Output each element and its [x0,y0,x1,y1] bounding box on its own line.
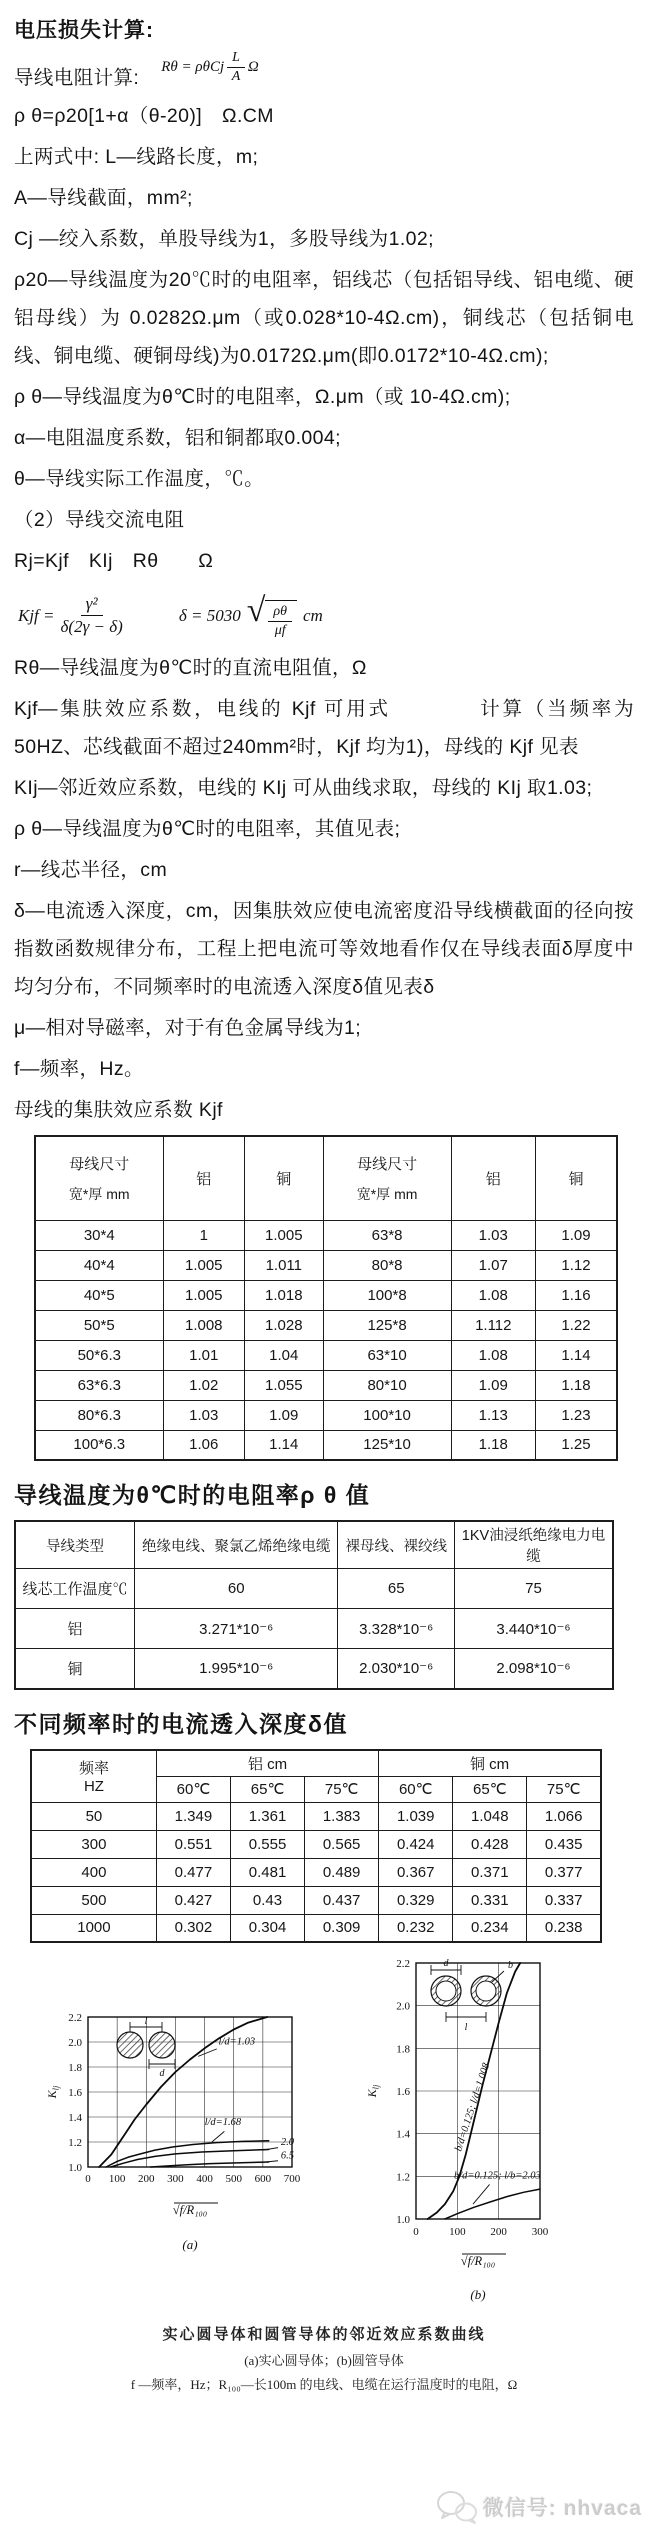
table-header-row: 母线尺寸 宽*厚 mm 铝 铜 母线尺寸 宽*厚 mm 铝 铜 [35,1136,617,1220]
svg-text:Klj: $K_{lj}$ [45,2085,61,2099]
table-row: 300 0.551 0.555 0.565 0.424 0.428 0.435 [31,1830,601,1858]
table-row: 400 0.477 0.481 0.489 0.367 0.371 0.377 [31,1858,601,1886]
y-tick-label: 1.4 [396,2128,410,2141]
annotation: 2.0 [280,2137,295,2149]
table-header-row [15,1521,613,1569]
svg-text:d: d [443,1958,449,1969]
col-header: 铜 cm [379,1750,601,1777]
paragraph: r—线芯半径，cm [14,859,168,881]
table-row: 100*6.3 1.06 1.14 125*10 1.18 1.25 [35,1430,617,1460]
radical [247,592,297,639]
x-tick-label: 600 [254,2173,272,2185]
watermark-text: 微信号: nhvaca [482,2497,642,2520]
paragraph: θ—导线实际工作温度，℃。 [14,468,265,490]
figure-caption-title: 实心圆导体和圆管导体的邻近效应系数曲线 [162,2327,486,2343]
col-header: 导线类型 [15,1521,135,1569]
col-header: 裸母线、裸绞线 [338,1521,455,1569]
table-header-row: 频率 HZ 铝 cm 铜 cm [31,1750,601,1777]
x-tick-label: 700 [283,2173,301,2185]
y-axis-label [45,2085,61,2099]
table-row: 线芯工作温度℃ 60 65 75 [15,1569,613,1609]
y-axis-label [365,2084,381,2098]
lines-group-2 [14,649,634,1129]
watermark [435,2489,642,2525]
annotation-leader [263,2148,278,2151]
table-row: 30*4 1 1.005 63*8 1.03 1.09 [35,1220,617,1250]
resistance-formula [161,50,259,85]
paragraph: ρ θ—导线温度为θ℃时的电阻率，其值见表; [14,818,401,840]
table-row: 50*5 1.008 1.028 125*8 1.112 1.22 [35,1310,617,1340]
paragraph: μ—相对导磁率，对于有色金属导线为1; [14,1017,362,1039]
col-header: 铜 [245,1136,324,1220]
y-tick-label: 1.6 [396,2086,410,2098]
paragraph: 上两式中: L—线路长度，m; [14,146,259,168]
col-header: 65℃ [453,1776,527,1802]
col-header: 60℃ [156,1776,230,1802]
kjf-formula: Kjf = $\frac{\text{γ²}}{\delta(2\gamma - \delta)}$ [18,594,123,636]
table-row: 50*6.3 1.01 1.04 63*10 1.08 1.14 [35,1340,617,1370]
series-6.5 [151,2162,269,2167]
paragraph: ρ θ=ρ20[1+α（θ-20)] Ω.CM [14,105,274,127]
figure-caption-legend: f —频率，Hz；R₁₀₀—长100m 的电线、电缆在运行温度时的电阻，Ω [130,2377,518,2392]
table-row: 铜 1.995*10⁻⁶ 2.030*10⁻⁶ 2.098*10⁻⁶ [15,1649,613,1689]
table-row: 40*5 1.005 1.018 100*8 1.08 1.16 [35,1280,617,1310]
page-title: 电压损失计算: [14,19,154,42]
table-row: 63*6.3 1.02 1.055 80*10 1.09 1.18 [35,1370,617,1400]
proximity-effect-charts [14,1947,634,2313]
y-tick-label: 1.8 [396,2043,410,2056]
annotation: b/d=0.125; l/b=2.03 [454,2170,541,2182]
y-tick-label: 2.0 [68,2037,82,2049]
fraction: $\frac{\text{γ²}}{\delta(2\gamma - \delta)}$ [60,594,123,636]
y-tick-label: 2.2 [68,2012,82,2024]
penetration-table-body [31,1802,601,1942]
col-header: 75℃ [527,1776,601,1802]
ac-resistance-formulas [18,592,634,639]
col-header: 铝 [451,1136,535,1220]
x-axis-label: √f/R₁₀₀ [460,2254,496,2268]
formula-unit: Ω [247,59,259,75]
svg-text:l: l [144,2016,148,2027]
y-tick-label: 1.2 [396,2171,410,2184]
paragraph: 母线的集肤效应系数 Kjf [14,1099,223,1121]
col-header: 铝 cm [156,1750,378,1777]
x-tick-label: 300 [167,2173,184,2185]
table-row: 50 1.349 1.361 1.383 1.039 1.048 1.066 [31,1802,601,1830]
col-header: 60℃ [379,1776,453,1802]
col-header: 75℃ [305,1776,379,1802]
col-header: 铜 [535,1136,617,1220]
penetration-table [30,1749,602,1944]
figure-caption-sub: (a)实心圆导体；(b)圆管导体 [244,2353,404,2368]
svg-text:Klj: $K_{lj}$ [365,2084,381,2098]
x-tick-label: 200 [490,2226,507,2238]
x-tick-label: 200 [138,2173,155,2185]
table-row: 500 0.427 0.43 0.437 0.329 0.331 0.337 [31,1886,601,1914]
x-tick-label: 0 [85,2173,91,2185]
wechat-icon [435,2489,479,2525]
table-row: 1000 0.302 0.304 0.309 0.232 0.234 0.238 [31,1914,601,1942]
paragraph: Cj —绞入系数，单股导线为1，多股导线为1.02; [14,228,434,250]
x-tick-label: 100 [108,2173,126,2185]
x-tick-label: 0 [413,2226,419,2238]
lines-group-1 [14,97,634,580]
y-tick-label: 1.4 [68,2112,82,2124]
annotation: 6.5 [280,2150,295,2162]
y-tick-label: 1.0 [396,2214,410,2226]
col-header: 绝缘电线、聚氯乙烯绝缘电缆 [135,1521,338,1569]
resistivity-table-body [15,1569,613,1689]
proximity-chart-a [44,2001,364,2263]
chart-caption: (a) [182,2237,198,2252]
penetration-heading: 不同频率时的电流透入深度δ值 [14,1710,348,1737]
x-tick-label: 300 [531,2226,549,2238]
svg-text:b: b [508,1960,513,1971]
x-tick-label: 500 [225,2173,242,2185]
resistivity-table [14,1520,614,1690]
col-header: 65℃ [230,1776,304,1802]
y-tick-label: 1.8 [68,2062,82,2074]
annotation: b/d=0.125; l/d=1.008 [453,2061,493,2153]
annotation-leader [212,2131,225,2142]
kjf-table [34,1135,618,1461]
x-axis-label: √f/R₁₀₀ [172,2203,208,2217]
delta-formula: δ = 5030 √ $\frac{\rho\theta}{\mu f}$ cm [178,592,323,638]
x-tick-label: 100 [449,2226,466,2238]
table-row: 铝 3.271*10⁻⁶ 3.328*10⁻⁶ 3.440*10⁻⁶ [15,1609,613,1649]
y-tick-label: 2.0 [396,2000,410,2013]
formula-lhs: Rθ = ρθCj [161,59,225,75]
annotation: l/d=1.03 [218,2036,256,2048]
col-header: 母线尺寸 [357,1155,418,1173]
paragraph: δ—电流透入深度，cm，因集肤效应使电流密度沿导线横截面的径向按指数函数规律分布，工程上把电流可等效地看作仅在导线表面δ厚度中均匀分布，不同频率时的电流透入深度δ值见表δ [14,900,634,998]
y-tick-label: 1.2 [68,2137,82,2149]
fraction: $\frac{L}{A}$ [227,50,245,85]
col-header: 母线尺寸 [69,1155,130,1173]
y-tick-label: 1.6 [68,2087,82,2099]
svg-text:d: d [159,2068,165,2079]
paragraph: ρ20—导线温度为20℃时的电阻率，铝线芯（包括铝导线、铝电缆、硬铝母线）为 0.0282Ω.μm（或0.028*10-4Ω.cm)，铜线芯（包括铜电线、铜电缆、硬铜母线)为0.0172Ω.μm(即0.0172*10-4Ω.cm); [14,269,634,367]
paragraph: Rj=Kjf KIj Rθ Ω [14,550,214,572]
col-header: 铝 [163,1136,244,1220]
lead-label: 导线电阻计算: [14,66,140,89]
lead-formula-row [14,50,634,93]
chart-caption: (b) [470,2287,486,2302]
x-tick-label: 400 [196,2173,213,2185]
paragraph: Rθ—导线温度为θ℃时的直流电阻值，Ω [14,657,367,679]
figure-caption [14,2323,634,2393]
col-header: 频率 [78,1760,109,1777]
y-tick-label: 2.2 [396,1958,410,1970]
paragraph: α—电阻温度系数，铝和铜都取0.004; [14,427,341,449]
y-tick-label: 1.0 [68,2162,82,2174]
series-b/d=0.125; l/b=2.03 [445,2189,540,2219]
annotation: l/d=1.68 [204,2117,242,2129]
annotation-leader [473,2184,490,2204]
table-row: 80*6.3 1.03 1.09 100*10 1.13 1.23 [35,1400,617,1430]
table-row: 40*4 1.005 1.011 80*8 1.07 1.12 [35,1250,617,1280]
paragraph: Kjf—集肤效应系数，电线的 Kjf 可用式 计算（当频率为50HZ、芯线截面不超过240mm²时，Kjf 均为1)，母线的 Kjf 见表 [14,698,634,758]
paragraph: KIj—邻近效应系数，电线的 KIj 可从曲线求取，母线的 KIj 取1.03; [14,777,593,799]
kjf-table-body [35,1220,617,1460]
paragraph: A—导线截面，mm²; [14,187,193,209]
paragraph: f—频率，Hz。 [14,1058,144,1080]
proximity-chart-b [364,1955,616,2307]
paragraph: （2）导线交流电阻 [14,509,185,531]
paragraph: ρ θ—导线温度为θ℃时的电阻率，Ω.μm（或 10-4Ω.cm); [14,386,511,408]
radical-sign: √ [246,592,266,629]
col-header: 1KV油浸纸绝缘电力电缆 [455,1521,613,1569]
svg-text:l: l [464,2022,468,2033]
resistivity-heading: 导线温度为θ℃时的电阻率ρ θ 值 [14,1482,371,1508]
fraction: $\frac{\rho\theta}{\mu f}$ [268,604,292,639]
